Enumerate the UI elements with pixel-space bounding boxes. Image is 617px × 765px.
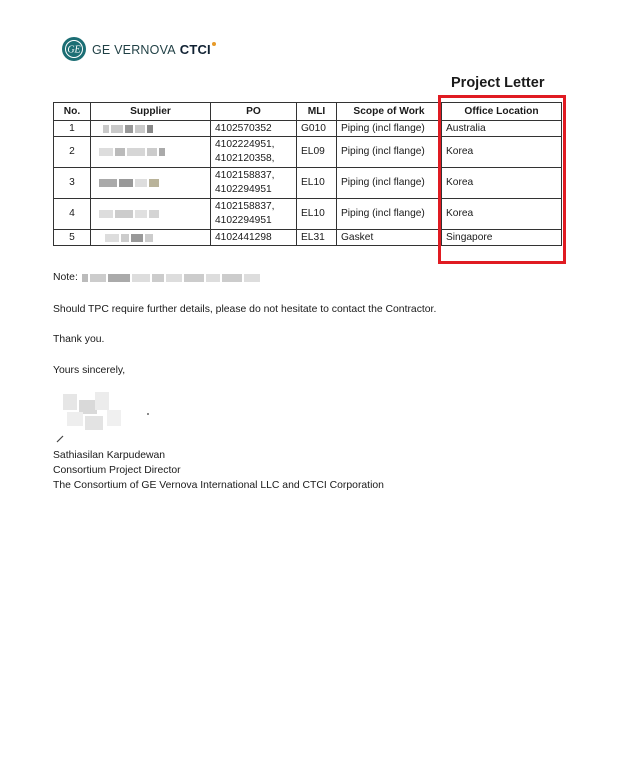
cell-no: 3 xyxy=(54,168,91,199)
ge-monogram-icon xyxy=(62,37,86,61)
cell-mli: EL10 xyxy=(297,168,337,199)
cell-po xyxy=(211,137,297,168)
redacted-block xyxy=(82,274,262,282)
logo-secondary-text: CTCI xyxy=(179,41,211,57)
redacted-block xyxy=(95,124,155,132)
cell-office: Korea xyxy=(442,137,562,168)
po-line-2: 4102120358, xyxy=(215,153,275,164)
cell-scope: Piping (incl flange) xyxy=(337,121,442,137)
cell-po xyxy=(211,168,297,199)
cell-supplier-redacted xyxy=(91,137,211,168)
po-line-1: 4102158837, xyxy=(215,170,275,181)
cell-mli: G010 xyxy=(297,121,337,137)
cell-supplier-redacted xyxy=(91,168,211,199)
po-line-1: 4102158837, xyxy=(215,201,275,212)
redacted-block xyxy=(95,178,161,186)
po-line-2: 4102294951 xyxy=(215,184,272,195)
thank-you-line: Thank you. xyxy=(53,334,105,345)
cell-po: 4102570352 xyxy=(211,121,297,137)
cell-no: 4 xyxy=(54,199,91,230)
header-office-location: Office Location xyxy=(442,103,562,121)
cell-scope: Gasket xyxy=(337,230,442,246)
cell-po: 4102441298 xyxy=(211,230,297,246)
po-line-1: 4102224951, xyxy=(215,139,275,150)
signatory-organization: The Consortium of GE Vernova International LLC and CTCI Corporation xyxy=(53,480,384,491)
header-scope: Scope of Work xyxy=(337,103,442,121)
po-line-2: 4102294951 xyxy=(215,215,272,226)
cell-office: Korea xyxy=(442,168,562,199)
logo-wordmark xyxy=(92,42,216,57)
cell-mli: EL10 xyxy=(297,199,337,230)
note-label: Note: xyxy=(53,272,78,283)
note-line xyxy=(53,272,262,283)
cell-no: 1 xyxy=(54,121,91,137)
header-supplier: Supplier xyxy=(91,103,211,121)
signatory-name: Sathiasilan Karpudewan xyxy=(53,450,166,461)
cell-supplier-redacted xyxy=(91,199,211,230)
office-location-highlight-box xyxy=(438,95,566,264)
cell-office: Korea xyxy=(442,199,562,230)
signatory-title: Consortium Project Director xyxy=(53,465,181,476)
cell-supplier-redacted xyxy=(91,121,211,137)
redacted-block xyxy=(95,233,155,241)
company-logo xyxy=(62,37,216,61)
ctci-dot-icon xyxy=(212,42,216,46)
signature-redacted xyxy=(55,390,155,444)
cell-scope: Piping (incl flange) xyxy=(337,168,442,199)
body-paragraph: Should TPC require further details, please do not hesitate to contact the Contractor. xyxy=(53,304,437,315)
redacted-block xyxy=(95,147,167,155)
logo-main-text: GE VERNOVA xyxy=(92,42,176,57)
cell-po xyxy=(211,199,297,230)
cell-office: Singapore xyxy=(442,230,562,246)
cell-scope: Piping (incl flange) xyxy=(337,137,442,168)
header-no: No. xyxy=(54,103,91,121)
header-mli: MLI xyxy=(297,103,337,121)
cell-office: Australia xyxy=(442,121,562,137)
page-title: Project Letter xyxy=(451,75,545,91)
redacted-block xyxy=(95,209,161,217)
cell-no: 2 xyxy=(54,137,91,168)
cell-no: 5 xyxy=(54,230,91,246)
cell-supplier-redacted xyxy=(91,230,211,246)
header-po: PO xyxy=(211,103,297,121)
svg-text:GE: GE xyxy=(67,44,81,56)
cell-mli: EL31 xyxy=(297,230,337,246)
cell-scope: Piping (incl flange) xyxy=(337,199,442,230)
closing-line: Yours sincerely, xyxy=(53,365,126,376)
cell-mli: EL09 xyxy=(297,137,337,168)
